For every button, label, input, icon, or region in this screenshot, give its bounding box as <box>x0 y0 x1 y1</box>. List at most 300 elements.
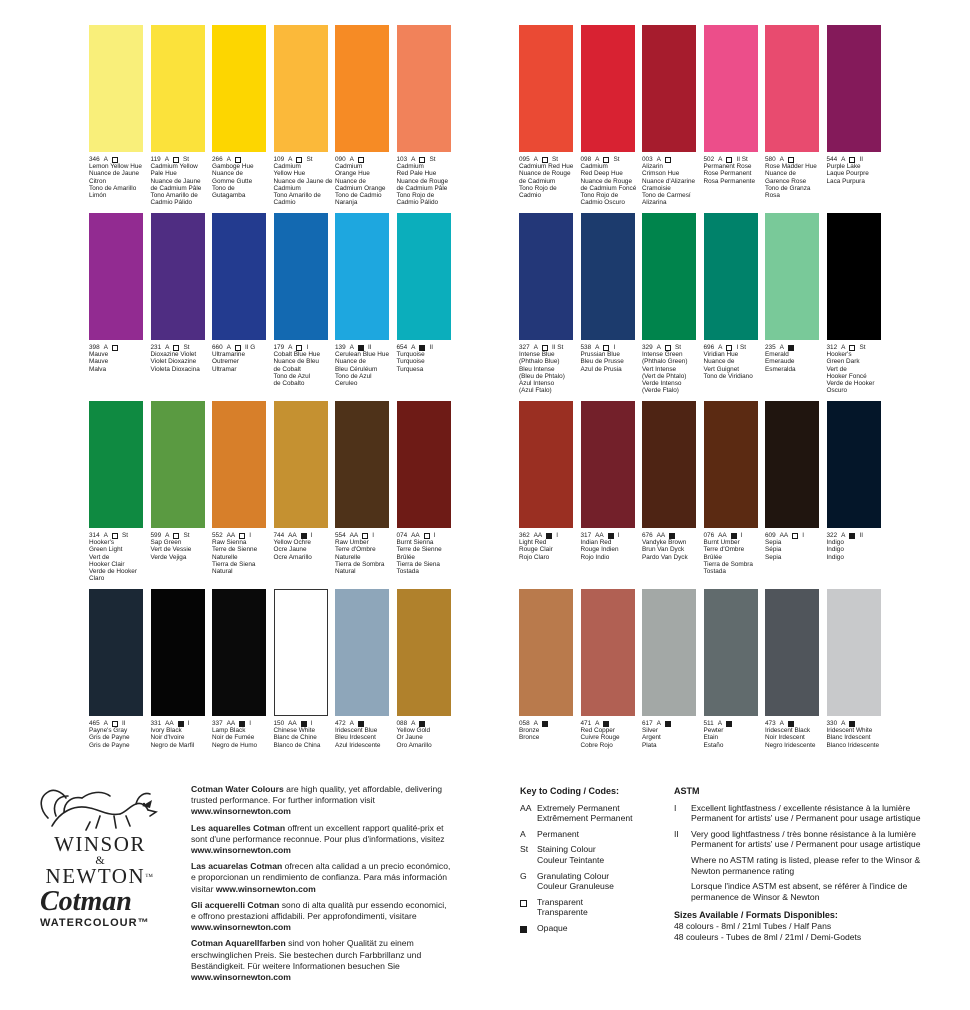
permanence-rating: AA <box>718 532 727 539</box>
swatch-label <box>765 344 819 373</box>
transparent-square-icon <box>112 721 118 727</box>
permanence-rating: AA <box>288 532 297 539</box>
swatch-label <box>397 720 451 749</box>
color-swatch <box>151 401 205 561</box>
color-chip <box>765 25 819 152</box>
color-name-line: Raw Sienna <box>212 539 247 547</box>
transparent-square-icon <box>665 345 671 351</box>
description-brand: Cotman Water Colours <box>191 784 284 794</box>
swatch-label <box>151 720 205 749</box>
color-name-line: Cadmium Orange <box>335 184 386 192</box>
brand-winsor: WINSOR <box>54 832 146 856</box>
opaque-square-icon <box>788 721 794 727</box>
swatch-label <box>704 156 758 185</box>
swatch-code-line <box>704 532 758 539</box>
color-chip <box>581 25 635 152</box>
color-name-line: Cadmium <box>273 184 301 192</box>
key-line: Permanent <box>537 828 580 839</box>
color-swatch <box>151 589 205 749</box>
color-name-line: Nuance de <box>212 170 243 178</box>
color-swatch <box>827 401 881 561</box>
color-name-line: Cadmium <box>396 163 424 171</box>
color-name-line: Nuance d'Alizarine <box>642 177 696 185</box>
opaque-square-icon <box>849 533 855 539</box>
color-swatch <box>642 589 696 749</box>
opaque-square-icon <box>669 533 675 539</box>
color-name-line: Violet Dioxazine <box>150 358 197 366</box>
color-swatch <box>704 25 758 185</box>
color-name-line: Esmeralda <box>765 365 796 373</box>
color-swatch <box>827 213 881 394</box>
color-number: 317 <box>580 532 592 539</box>
color-name-line: Sepia <box>765 553 782 561</box>
color-name-line: de Cadmium Foncé <box>580 184 637 192</box>
astm-description <box>691 829 921 850</box>
color-name-line: de Cadmium Pâle <box>150 184 202 192</box>
color-name-line: Claro <box>89 575 105 583</box>
color-name-line: Laca Purpura <box>826 177 865 185</box>
color-name-line: Ocre Amarillo <box>273 553 312 561</box>
color-number: 599 <box>150 532 162 539</box>
permanence-rating: A <box>841 532 846 539</box>
color-swatch <box>827 589 881 749</box>
transparent-square-icon <box>603 157 609 163</box>
swatch-code-line <box>519 344 573 351</box>
color-chip <box>642 25 696 152</box>
color-swatch <box>581 213 635 373</box>
astm-rating: St <box>859 344 866 351</box>
color-name-line: Cadmium <box>580 163 608 171</box>
color-chip <box>765 589 819 716</box>
color-chip <box>151 589 205 716</box>
website-url: www.winsornewton.com <box>191 972 291 983</box>
key-row <box>520 897 665 918</box>
color-name-line: (Bleu de Phtalo) <box>519 372 565 380</box>
permanence-rating: A <box>841 344 846 351</box>
color-name-line: Gutagamba <box>212 192 246 200</box>
swatch-code-line <box>581 156 635 163</box>
swatch-label <box>212 532 266 575</box>
color-swatch <box>212 401 266 575</box>
astm-rating: I <box>802 532 804 539</box>
color-chip <box>274 213 328 340</box>
color-name-line: Tono de Carmesí <box>642 192 691 200</box>
color-name-line: Vert de Vessie <box>150 546 192 554</box>
swatch-label <box>642 344 696 394</box>
transparent-square-icon <box>362 533 368 539</box>
permanence-rating: A <box>533 720 538 727</box>
swatch-label <box>397 156 451 206</box>
color-name-line: Emeraude <box>765 358 795 366</box>
key-line: Transparente <box>537 907 588 918</box>
color-number: 472 <box>335 720 346 727</box>
color-swatch <box>89 213 143 373</box>
permanence-rating: A <box>349 156 354 163</box>
color-swatch <box>827 25 881 185</box>
color-swatch <box>519 589 573 742</box>
key-row <box>520 803 665 824</box>
description-text: are high quality, yet affordable, delivering trusted performance. For further information visit <box>191 784 443 806</box>
description-brand: Les aquarelles Cotman <box>191 822 286 833</box>
swatch-label <box>212 720 266 749</box>
transparent-square-icon <box>792 533 798 539</box>
color-name-line: Green Light <box>89 546 123 554</box>
color-chip <box>642 213 696 340</box>
swatch-label <box>274 344 328 387</box>
color-name-line: Tono de Azul <box>335 372 372 380</box>
color-chip <box>704 213 758 340</box>
color-name-line: de Cadmium <box>519 177 556 185</box>
color-name-line: Chinese White <box>273 727 316 735</box>
color-chip <box>335 213 389 340</box>
swatch-code-line <box>642 344 696 351</box>
color-name-line: Terre de Sienne <box>212 546 258 554</box>
color-number: 090 <box>335 156 346 163</box>
color-chip <box>397 213 451 340</box>
color-name-line: Vert de <box>89 553 110 561</box>
key-symbol: A <box>520 828 526 839</box>
color-name-line: Citron <box>89 177 107 185</box>
color-chip <box>519 25 573 152</box>
color-name-line: Burnt Umber <box>703 539 740 547</box>
color-swatch <box>212 589 266 749</box>
color-name-line: Nuance de Rouge <box>396 177 449 185</box>
color-name-line: Ivory Black <box>150 727 182 735</box>
color-name-line: Terre d'Ombre <box>335 546 376 554</box>
permanence-rating: A <box>779 156 784 163</box>
color-chip <box>274 25 328 152</box>
color-number: 660 <box>212 344 223 351</box>
color-swatch <box>704 589 758 749</box>
swatch-label <box>151 156 205 206</box>
color-name-line: Cadmium <box>273 163 301 171</box>
color-name-line: Verde de Hooker <box>89 568 137 576</box>
color-chip <box>151 25 205 152</box>
color-swatch <box>212 25 266 199</box>
product-description <box>191 784 453 988</box>
color-name-line: Prussian Blue <box>580 351 620 359</box>
color-chip <box>581 213 635 340</box>
opaque-square-icon <box>178 721 184 727</box>
opaque-square-icon <box>520 926 527 933</box>
swatch-label <box>827 532 881 561</box>
color-swatch <box>397 25 451 206</box>
color-name-line: Naranja <box>335 199 358 207</box>
color-swatch <box>274 589 328 749</box>
sizes-title: Sizes Available / Formats Disponibles: <box>674 910 838 921</box>
color-name-line: Sepia <box>765 539 782 547</box>
color-swatch <box>274 401 328 561</box>
color-chip <box>704 25 758 152</box>
color-name-line: Laque Pourpre <box>826 170 869 178</box>
description-paragraph <box>191 861 453 895</box>
color-name-line: Tono Amarillo de <box>150 192 198 200</box>
swatch-label <box>89 720 143 749</box>
color-name-line: Cramoisie <box>642 184 671 192</box>
opaque-square-icon <box>546 533 552 539</box>
color-name-line: Tono Rojo de <box>396 192 435 200</box>
color-name-line: Indigo <box>826 539 844 547</box>
opaque-square-icon <box>542 721 548 727</box>
permanence-rating: AA <box>349 532 359 539</box>
color-name-line: Cadmium <box>335 163 363 171</box>
color-name-line: Mauve <box>89 351 109 359</box>
color-number: 139 <box>335 344 346 351</box>
swatch-code-line <box>519 720 573 727</box>
swatch-code-line <box>335 720 389 727</box>
color-swatch <box>704 401 758 575</box>
astm-rating: I <box>306 344 309 351</box>
color-swatch <box>212 213 266 373</box>
transparent-square-icon <box>542 345 548 351</box>
color-name-line: Turquoise <box>396 358 425 366</box>
swatch-code-line <box>335 344 389 351</box>
color-number: 098 <box>580 156 592 163</box>
permanence-rating: A <box>165 344 170 351</box>
permanence-rating: A <box>779 344 784 351</box>
color-number: 544 <box>826 156 838 163</box>
swatch-label <box>212 344 266 373</box>
color-name-line: Alizarin <box>642 163 663 171</box>
transparent-square-icon <box>665 157 671 163</box>
color-number: 327 <box>519 344 530 351</box>
transparent-square-icon <box>173 157 179 163</box>
color-name-line: Bleu de Prusse <box>580 358 624 366</box>
color-chip <box>89 213 143 340</box>
key-symbol <box>520 923 537 934</box>
astm-row <box>674 829 944 850</box>
color-name-line: Azul Intenso <box>519 380 555 388</box>
color-name-line: Verde Vejiga <box>150 553 187 561</box>
swatch-code-line <box>827 532 881 539</box>
color-number: 095 <box>519 156 530 163</box>
opaque-square-icon <box>665 721 671 727</box>
swatch-label <box>274 720 328 749</box>
astm-rating: St <box>183 344 190 351</box>
color-number: 312 <box>826 344 838 351</box>
swatch-code-line <box>827 344 881 351</box>
color-name-line: (Phthalo Green) <box>642 358 688 366</box>
color-chip <box>335 401 389 528</box>
permanence-rating: AA <box>226 720 236 727</box>
color-name-line: Bleu Céruléum <box>335 365 378 373</box>
transparent-square-icon <box>296 157 302 163</box>
transparent-square-icon <box>726 345 732 351</box>
color-number: 322 <box>826 532 838 539</box>
color-name-line: Nuance de <box>765 170 796 178</box>
color-name-line: Permanent Rose <box>703 163 752 171</box>
color-name-line: Lamp Black <box>212 727 246 735</box>
permanence-rating: A <box>411 156 416 163</box>
color-swatch <box>397 589 451 749</box>
color-name-line: Yellow Ochre <box>273 539 311 547</box>
transparent-square-icon <box>849 345 855 351</box>
transparent-square-icon <box>358 157 364 163</box>
astm-rating: I St <box>736 344 747 351</box>
swatch-code-line <box>151 344 205 351</box>
astm-rating: I <box>613 344 616 351</box>
transparent-square-icon <box>424 533 430 539</box>
color-chip <box>704 401 758 528</box>
color-name-line: Vert Guignet <box>703 365 740 373</box>
color-chip <box>397 25 451 152</box>
color-chip <box>642 401 696 528</box>
color-chip <box>212 589 266 716</box>
color-number: 235 <box>765 344 776 351</box>
color-name-line: Red Deep Hue <box>580 170 623 178</box>
swatch-code-line <box>151 532 205 539</box>
color-swatch <box>519 401 573 561</box>
color-name-line: Brun Van Dyck <box>642 546 685 554</box>
opaque-square-icon <box>358 345 364 351</box>
color-chip <box>335 589 389 716</box>
color-swatch <box>642 401 696 561</box>
color-chip <box>827 589 881 716</box>
color-name-line: Indigo <box>826 553 844 561</box>
color-name-line: Nuance de <box>703 358 735 366</box>
opaque-square-icon <box>726 721 732 727</box>
color-name-line: Terre d'Ombre <box>703 546 745 554</box>
swatch-label <box>827 156 881 185</box>
astm-rating: II <box>121 720 126 727</box>
color-number: 696 <box>703 344 715 351</box>
transparent-square-icon <box>542 157 548 163</box>
key-row <box>520 871 665 892</box>
opaque-square-icon <box>603 721 609 727</box>
astm-rating: II G <box>244 344 256 351</box>
description-paragraph <box>191 784 453 818</box>
transparent-square-icon <box>173 345 179 351</box>
color-name-line: Lemon Yellow Hue <box>89 163 142 171</box>
swatch-label <box>519 156 573 199</box>
color-number: 088 <box>396 720 408 727</box>
color-swatch <box>151 25 205 206</box>
color-name-line: Cadmio Pálido <box>150 199 193 207</box>
key-symbol: AA <box>520 802 532 813</box>
astm-row <box>674 803 944 824</box>
swatch-label <box>581 344 635 373</box>
color-name-line: Red Pale Hue <box>396 170 437 178</box>
permanence-rating: A <box>533 156 538 163</box>
permanence-rating: A <box>103 344 108 351</box>
color-name-line: Sépia <box>765 546 782 554</box>
swatch-code-line <box>89 720 143 727</box>
color-chip <box>212 25 266 152</box>
color-number: 103 <box>396 156 408 163</box>
color-swatch <box>519 25 573 199</box>
swatch-code-line <box>274 156 328 163</box>
astm-rating: St <box>121 532 128 539</box>
color-chip <box>519 401 573 528</box>
color-name-line: Hooker Foncé <box>826 372 867 380</box>
opaque-square-icon <box>358 721 364 727</box>
color-name-line: Tostada <box>703 568 726 576</box>
color-name-line: Tono Rojo de <box>580 192 619 200</box>
color-name-line: Naturelle <box>212 553 238 561</box>
color-name-line: Cerulean Blue Hue <box>335 351 389 359</box>
color-name-line: Hooker's <box>89 539 115 547</box>
swatch-code-line <box>519 532 573 539</box>
key-title: Key to Coding / Codes: <box>520 786 619 796</box>
color-name-line: de Cobalto <box>273 380 305 388</box>
color-number: 179 <box>273 344 285 351</box>
astm-rating: I <box>617 532 620 539</box>
swatch-code-line <box>642 532 696 539</box>
swatch-label <box>765 720 819 749</box>
winsor-newton-logo <box>30 782 170 929</box>
color-name-line: Sap Green <box>150 539 182 547</box>
color-name-line: Cobre Rojo <box>580 741 613 749</box>
color-number: 337 <box>212 720 223 727</box>
color-name-line: Bronce <box>519 734 540 742</box>
astm-rating: St <box>613 156 620 163</box>
color-chip <box>765 213 819 340</box>
color-name-line: Intense Green <box>642 351 683 359</box>
color-swatch <box>519 213 573 394</box>
color-name-line: Turquesa <box>396 365 424 373</box>
description-brand: Cotman Aquarellfarben <box>191 938 286 949</box>
color-chip <box>581 401 635 528</box>
transparent-square-icon <box>112 533 118 539</box>
color-chip <box>827 401 881 528</box>
key-description <box>537 871 614 892</box>
color-swatch <box>273 25 333 207</box>
color-number: 346 <box>89 156 100 163</box>
color-name-line: Gamboge Hue <box>212 163 254 171</box>
color-chip <box>89 401 143 528</box>
color-name-line: Rosa <box>765 192 780 200</box>
astm-description <box>691 803 921 824</box>
astm-note: Lorsque l'indice ASTM est absent, se référer à l'indice de permanence de Winsor & Newton <box>691 881 908 902</box>
color-chip <box>89 589 143 716</box>
color-swatch <box>274 213 328 387</box>
color-swatch <box>765 589 819 749</box>
color-swatch <box>397 213 451 373</box>
astm-rating: II <box>429 344 433 351</box>
color-swatch <box>581 401 635 561</box>
color-name-line: Ultramarine <box>212 351 246 359</box>
astm-note: Where no ASTM rating is listed, please refer to the Winsor & Newton permanence rating <box>691 854 921 876</box>
color-name-line: Turquoise <box>396 351 425 359</box>
color-name-line: (Azul Ftalo) <box>519 387 552 395</box>
permanence-rating: A <box>717 720 722 727</box>
swatch-code-line <box>151 720 205 727</box>
transparent-square-icon <box>788 157 794 163</box>
color-name-line: Terre de Sienne <box>396 546 442 554</box>
transparent-square-icon <box>239 533 245 539</box>
swatch-label <box>581 720 635 749</box>
opaque-square-icon <box>301 533 307 539</box>
color-swatch <box>335 213 389 387</box>
color-name-line: Pale Hue <box>150 170 177 178</box>
color-name-line: Yellow Gold <box>396 727 431 735</box>
description-text: offrent un excellent rapport qualité-prix et sont d'une performance reconnue. Pour plus d'informations, visitez <box>191 822 445 844</box>
permanence-rating: A <box>411 720 416 727</box>
color-name-line: Purple Lake <box>826 163 861 171</box>
color-name-line: Hooker Clair <box>89 560 125 568</box>
color-number: 744 <box>273 532 285 539</box>
color-name-line: Red Copper <box>580 727 615 735</box>
color-name-line: Yellow Hue <box>273 170 306 178</box>
permanence-rating: A <box>103 156 108 163</box>
swatch-label <box>704 720 758 749</box>
key-row <box>520 829 665 840</box>
astm-rating: I <box>310 720 313 727</box>
color-name-line: Hooker's <box>826 351 852 359</box>
color-number: 076 <box>703 532 715 539</box>
transparent-square-icon <box>849 157 855 163</box>
swatch-code-line <box>642 720 696 727</box>
